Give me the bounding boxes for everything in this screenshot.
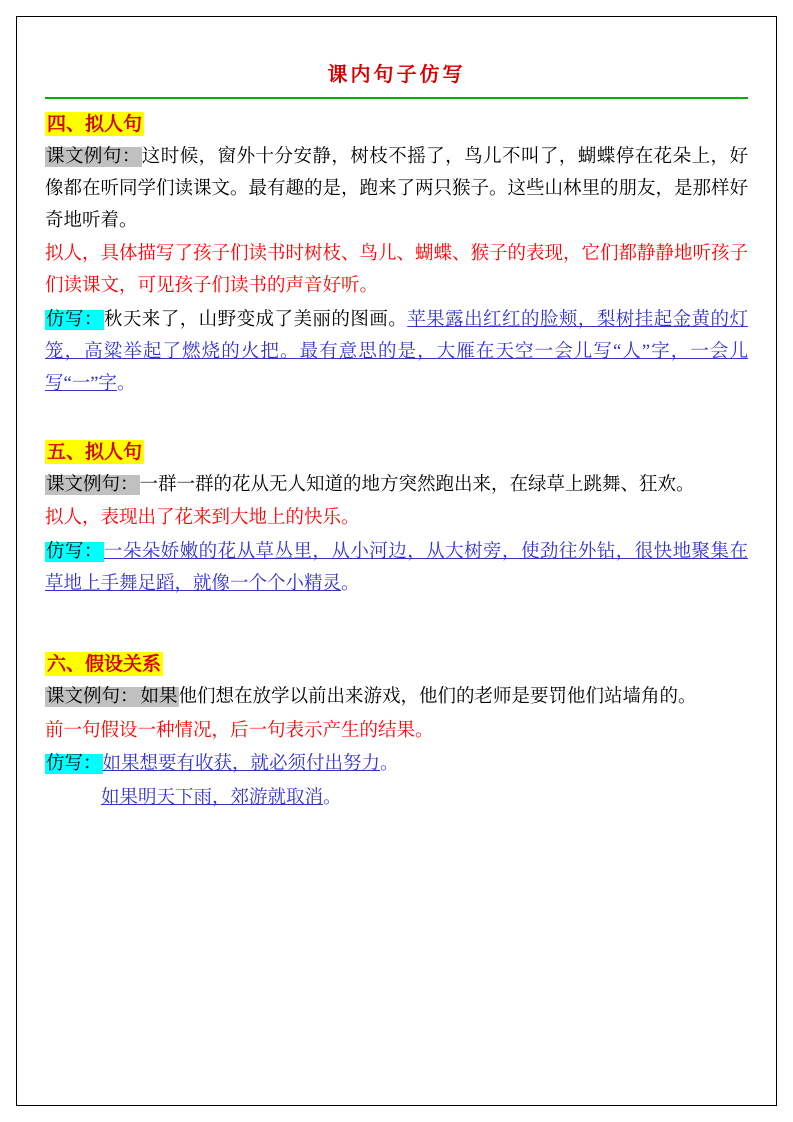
example-text: 他们想在放学以前出来游戏，他们的老师是要罚他们站墙角的。 (178, 686, 697, 707)
imitation-paragraph (45, 537, 748, 601)
example-paragraph (45, 682, 748, 714)
document-content (45, 58, 748, 841)
section-four (45, 109, 748, 401)
imitation-paragraph (45, 305, 748, 400)
imitation-paragraph (45, 749, 748, 781)
imitation-underlined-text: 如果想要有收获，就必须付出努力 (102, 754, 381, 775)
section-six (45, 649, 748, 815)
analysis-paragraph: 拟人，表现出了花来到大地上的快乐。 (45, 508, 360, 529)
example-label: 课文例句： (46, 474, 139, 495)
section-heading (45, 649, 748, 676)
imitation-tail-text: 。 (116, 373, 136, 394)
imitation-lead-text: 秋天来了，山野变成了美丽的图画。 (103, 310, 408, 331)
page-title: 课内句子仿写 (327, 62, 466, 86)
section-heading-text: 六、假设关系 (47, 652, 162, 675)
example-label: 课文例句： (46, 147, 141, 167)
section-spacer (45, 427, 748, 437)
section-heading-text: 五、拟人句 (47, 440, 143, 463)
section-heading (45, 437, 748, 464)
analysis-paragraph: 拟人，具体描写了孩子们读书时树枝、鸟儿、蝴蝶、猴子的表现，它们都静静地听孩子们读课文，可见孩子们读书的声音好听。 (45, 244, 749, 297)
example-text: 这时候，窗外十分安静，树枝不摇了，鸟儿不叫了，蝴蝶停在花朵上，好像都在听同学们读课文。最有趣的是，跑来了两只猴子。这些山林里的朋友，是那样好奇地听着。 (45, 147, 749, 231)
imitation-label: 仿写： (46, 310, 103, 331)
example-highlight-word: 如果 (140, 686, 178, 707)
imitation-tail-text: 。 (380, 754, 399, 775)
section-spacer (45, 627, 748, 649)
section-five (45, 437, 748, 601)
title-divider (45, 97, 748, 99)
imitation-tail-text-2: 。 (323, 788, 342, 809)
example-label: 课文例句： (46, 686, 139, 707)
analysis-paragraph: 前一句假设一种情况，后一句表示产生的结果。 (45, 720, 434, 741)
example-paragraph (45, 470, 748, 502)
imitation-label: 仿写： (46, 542, 103, 563)
imitation-underlined-text: 苹果露出红红的脸颊，梨树挂起金黄的灯笼，高粱举起了燃烧的火把。最有意思的是，大雁在天空一会儿写“人”字，一会儿写“一”字 (45, 310, 748, 394)
imitation-paragraph-second (101, 783, 748, 815)
imitation-label: 仿写： (46, 754, 102, 775)
example-paragraph (45, 142, 748, 237)
imitation-tail-text: 。 (341, 573, 360, 594)
section-heading-text: 四、拟人句 (47, 113, 143, 135)
imitation-underlined-text-2: 如果明天下雨，郊游就取消 (101, 788, 324, 809)
section-heading (45, 109, 748, 136)
example-text: 一群一群的花从无人知道的地方突然跑出来，在绿草上跳舞、狂欢。 (139, 474, 695, 495)
imitation-underlined-text: 一朵朵娇嫩的花从草丛里，从小河边，从大树旁，使劲往外钻，很快地聚集在草地上手舞足蹈，就像一个个小精灵 (45, 542, 748, 594)
